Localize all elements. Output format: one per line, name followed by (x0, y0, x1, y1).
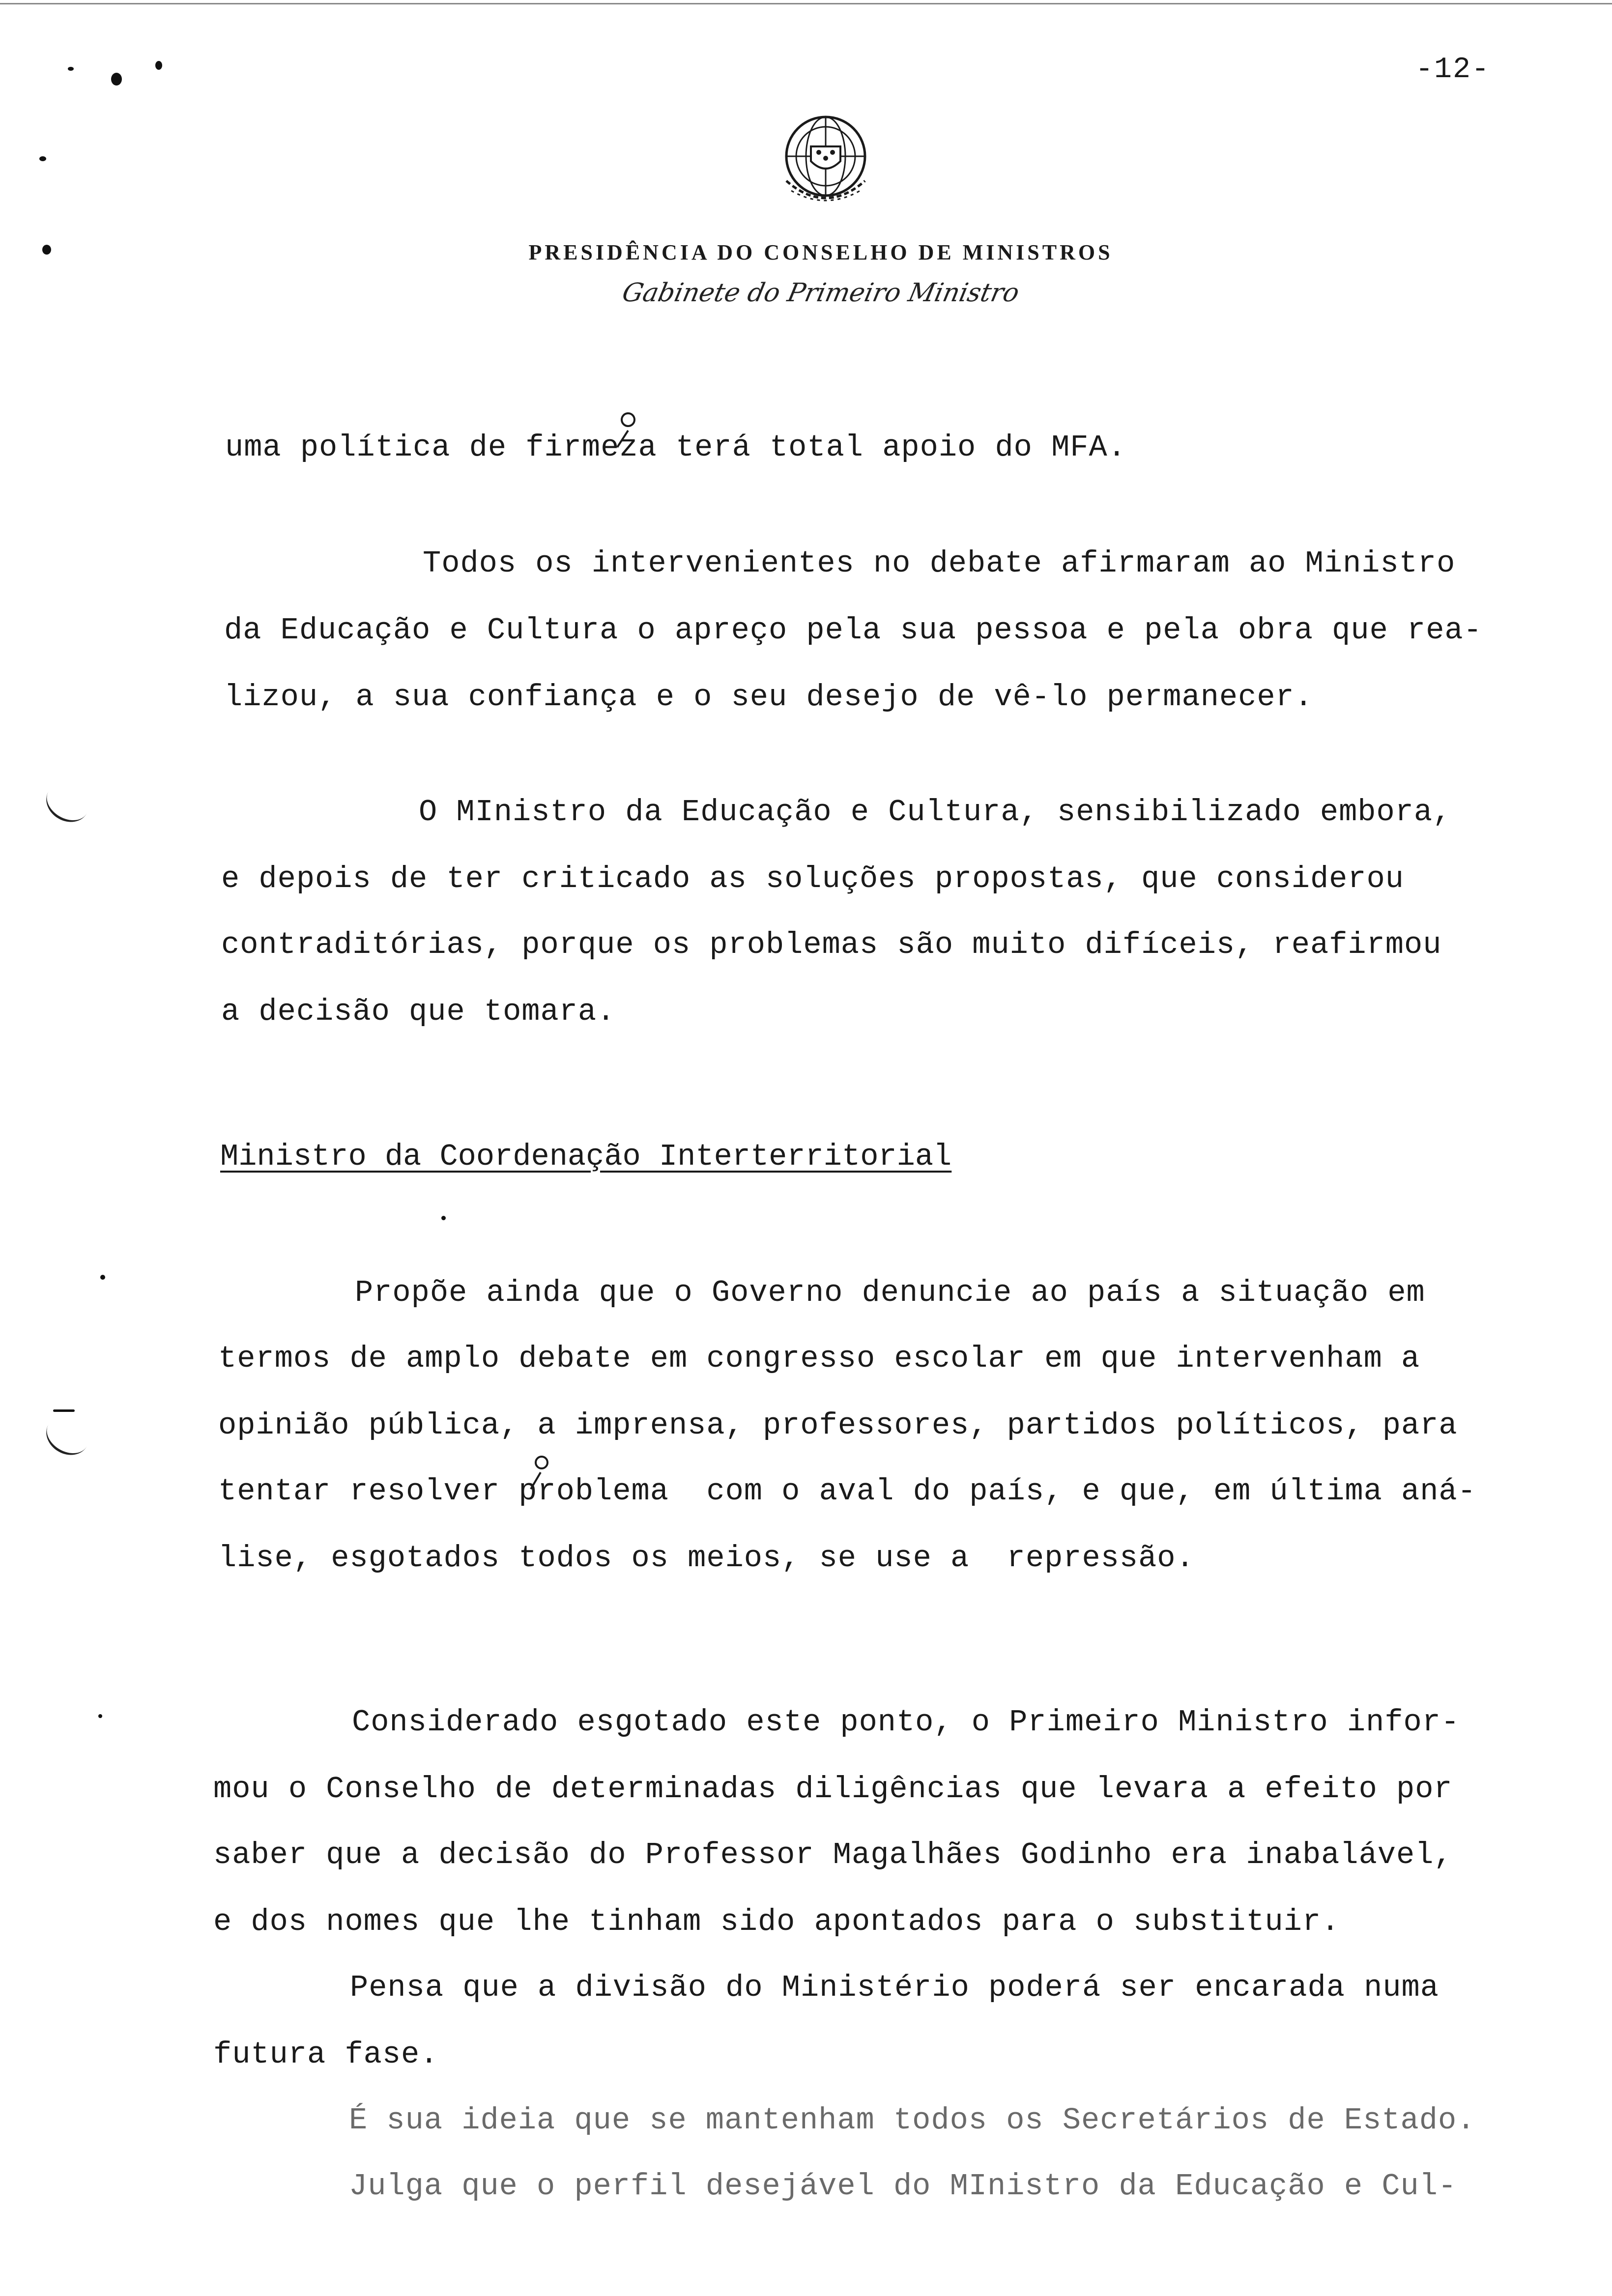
insertion-mark-annotation (523, 1455, 557, 1494)
paragraph-line: lise, esgotados todos os meios, se use a repressão. (218, 1541, 1195, 1576)
scan-mark (111, 73, 122, 86)
paragraph-line: tentar resolver problema com o aval do país, e que, em última aná- (218, 1474, 1476, 1509)
paragraph-line: É sua ideia que se mantenham todos os Secretários de Estado. (349, 2103, 1476, 2138)
paragraph-line: Pensa que a divisão do Ministério poderá ser encarada numa (350, 1970, 1439, 2005)
paragraph-line: Julga que o perfil desejável do MInistro da Educação e Cul- (349, 2169, 1457, 2204)
paragraph-line: Todos os intervenientes no debate afirmaram ao Ministro (423, 546, 1456, 581)
scan-mark (68, 67, 74, 71)
paragraph-line: Propõe ainda que o Governo denuncie ao país a situação em (355, 1275, 1425, 1310)
paragraph-line: a decisão que tomara. (221, 994, 616, 1029)
paragraph-line: e depois de ter criticado as soluções propostas, que considerou (221, 861, 1404, 896)
section-heading: Ministro da Coordenação Interterritorial (220, 1139, 952, 1174)
paragraph-line: contraditórias, porque os problemas são muito difíceis, reafirmou (221, 927, 1442, 962)
margin-bracket-mark (39, 775, 96, 830)
insertion-mark-annotation (608, 411, 648, 450)
paragraph-line: lizou, a sua confiança e o seu desejo de vê-lo permanecer. (224, 680, 1313, 715)
office-subtitle-handwritten: Gabinete do Primeiro Ministro (619, 278, 1022, 308)
paragraph-line: da Educação e Cultura o apreço pela sua pessoa e pela obra que rea- (224, 613, 1482, 648)
paragraph-line: O MInistro da Educação e Cultura, sensibilizado embora, (419, 795, 1452, 830)
top-border-rule (0, 3, 1612, 4)
scan-mark (441, 1216, 446, 1220)
paragraph-line: mou o Conselho de determinadas diligências que levara a efeito por (213, 1772, 1453, 1807)
scan-mark (98, 1714, 102, 1718)
paragraph-line: uma política de firmeza terá total apoio do MFA. (225, 430, 1126, 465)
page-number: -12- (1415, 53, 1491, 86)
scan-mark (100, 1275, 105, 1280)
scan-mark (53, 1409, 75, 1412)
coat-of-arms-seal (772, 107, 880, 215)
paragraph-line: e dos nomes que lhe tinham sido apontados para o substituir. (213, 1904, 1340, 1939)
paragraph-line: termos de amplo debate em congresso escolar em que intervenham a (218, 1341, 1420, 1376)
paragraph-line: Considerado esgotado este ponto, o Primeiro Ministro infor- (352, 1705, 1460, 1740)
paragraph-line: opinião pública, a imprensa, professores, partidos políticos, para (218, 1408, 1458, 1443)
margin-bracket-mark (39, 1408, 96, 1463)
paragraph-line: saber que a decisão do Professor Magalhães Godinho era inabalável, (213, 1837, 1453, 1872)
paragraph-line: futura fase. (213, 2037, 439, 2072)
office-title: PRESIDÊNCIA DO CONSELHO DE MINISTROS (528, 240, 1113, 264)
scan-mark (39, 156, 46, 161)
scan-mark (155, 61, 162, 70)
